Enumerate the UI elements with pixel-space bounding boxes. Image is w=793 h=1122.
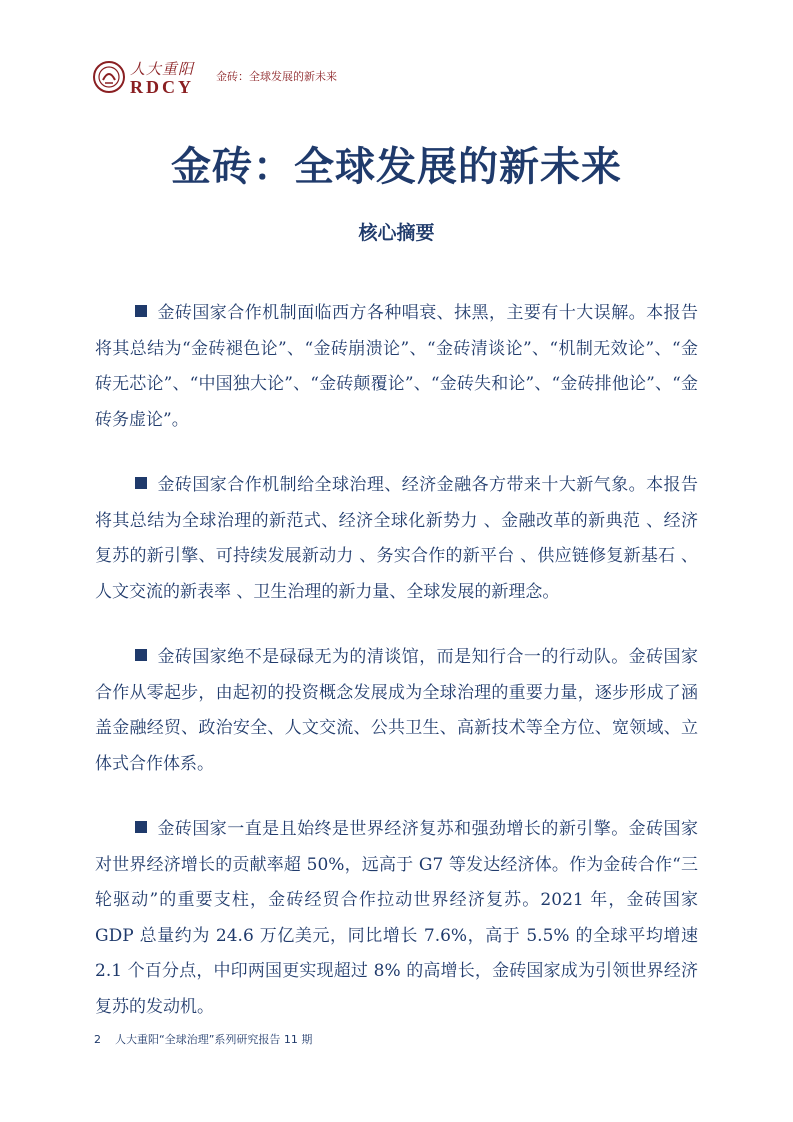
paragraph-body: 金砖国家对世界经济增长的贡献率超 50%，远高于 G7 等发达经济体。作为金砖合作“三轮驱动”的重要支柱，金砖经贸合作拉动世界经济复苏。2021 年，金砖国家 GDP 总量约为 24.6 万亿美元，同比增长 7.6%，高于 5.5% 的全球平均增速 2.1 个百分点，中印两国更实现超过 8% 的高增长，金砖国家成为引领世界经济复苏的发动机。 [95,819,699,1017]
header-title: 金砖：全球发展的新未来 [216,70,337,83]
rdcy-logo [92,58,212,98]
square-bullet-icon [135,821,147,833]
paragraph-lead: 金砖国家绝不是碌碌无为的清谈馆，而是知行合一的行动队。 [157,647,629,667]
square-bullet-icon [135,477,147,489]
logo-english-text: RDCY [130,77,194,97]
summary-content [95,296,698,1055]
summary-paragraph [95,812,698,1025]
page-footer [94,1031,312,1047]
paragraph-body: 本报告将其总结为全球治理的新范式、经济全球化新势力 、金融改革的新典范 、经济复苏的新引擎、可持续发展新动力 、务实合作的新平台 、供应链修复新基石 、人文交流的新表率 、卫生治理的新力量、全球发展的新理念。 [95,475,699,602]
paragraph-body: 金砖国家合作从零起步，由起初的投资概念发展成为全球治理的重要力量，逐步形成了涵盖金融经贸、政治安全、人文交流、公共卫生、高新技术等全方位、宽领域、立体式合作体系。 [95,647,699,774]
footer-series-text: 人大重阳“全球治理”系列研究报告 11 期 [115,1033,313,1046]
page-number: 2 [94,1033,101,1046]
summary-paragraph [95,640,698,782]
summary-paragraph [95,468,698,610]
paragraph-lead: 金砖国家合作机制面临西方各种唱衰、抹黑，主要有十大误解。 [157,303,647,323]
document-subtitle: 核心摘要 [358,222,435,244]
page-header [92,58,712,98]
square-bullet-icon [135,305,147,317]
logo-seal-icon [92,60,126,94]
square-bullet-icon [135,649,147,661]
document-title: 金砖：全球发展的新未来 [171,144,622,190]
paragraph-lead: 金砖国家一直是且始终是世界经济复苏和强劲增长的新引擎。 [157,819,629,839]
logo-chinese-text: 人大重阳 [130,60,195,78]
paragraph-lead: 金砖国家合作机制给全球治理、经济金融各方带来十大新气象。 [157,475,647,495]
paragraph-body: 本报告将其总结为“金砖褪色论”、“金砖崩溃论”、“金砖清谈论”、“机制无效论”、“金砖无芯论”、“中国独大论”、“金砖颠覆论”、“金砖失和论”、“金砖排他论”、“金砖务虚论”。 [95,303,699,430]
summary-paragraph [95,296,698,438]
